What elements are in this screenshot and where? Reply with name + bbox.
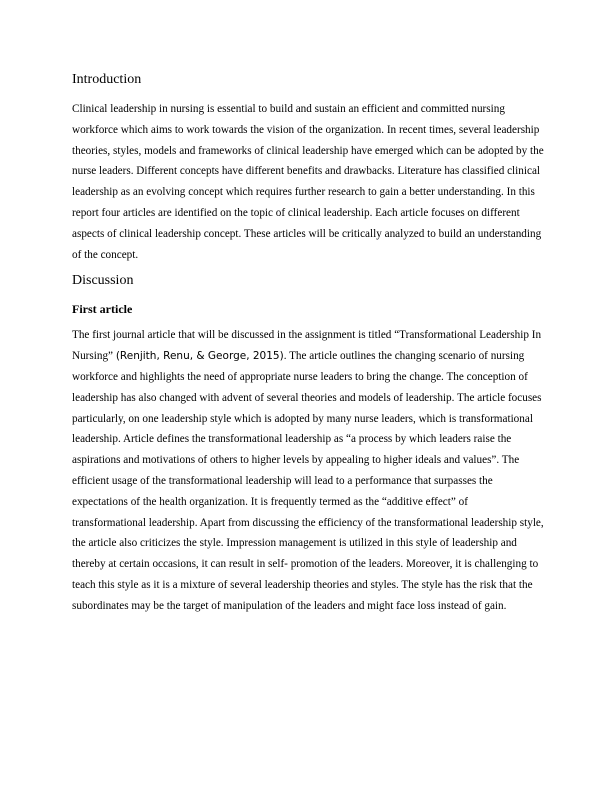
heading-discussion: Discussion xyxy=(72,273,134,289)
subheading-first-article: First article xyxy=(72,302,133,317)
document-body xyxy=(72,70,544,617)
first-article-paragraph xyxy=(72,325,544,616)
paragraph-text-start: The first journal article that will be discussed in the assignment is titled “Transformational Leadership In Nursing” xyxy=(72,329,542,363)
paragraph-text-end: . The article outlines the changing scenario of nursing workforce and highlights the need of appropriate nurse leaders to bring the change. The conception of leadership has also changed with advent of several theories and models of leadership. The article focuses particularly, on one leadership style which is adopted by many nurse leaders, which is transformational leadership. Article defines the transformational leadership as “a process by which leaders raise the aspirations and motivations of others to higher levels by appealing to higher ideals and values”. The efficient usage of the transformational leadership will lead to a performance that surpasses the expectations of the health organization. It is frequently termed as the “additive effect” of transformational leadership. Apart from discussing the efficiency of the transformational leadership style, the article also criticizes the style. Impression management is utilized in this style of leadership and thereby at certain occasions, it can result in self- promotion of the leaders. Moreover, it is challenging to teach this style as it is a mixture of several leadership theories and styles. The style has the risk that the subordinates may be the target of manipulation of the leaders and might face loss instead of gain. xyxy=(72,350,544,612)
citation: (Renjith, Renu, & George, 2015) xyxy=(115,350,284,363)
introduction-paragraph: Clinical leadership in nursing is essential to build and sustain an efficient and committed nursing workforce which aims to work towards the vision of the organization. In recent times, several leadership theories, styles, models and frameworks of clinical leadership have emerged which can be adopted by the nurse leaders. Different concepts have different benefits and drawbacks. Literature has classified clinical leadership as an evolving concept which requires further research to gain a better understanding. In this report four articles are identified on the topic of clinical leadership. Each article focuses on different aspects of clinical leadership concept. These articles will be critically analyzed to build an understanding of the concept. xyxy=(72,103,544,261)
heading-introduction: Introduction xyxy=(72,72,142,87)
